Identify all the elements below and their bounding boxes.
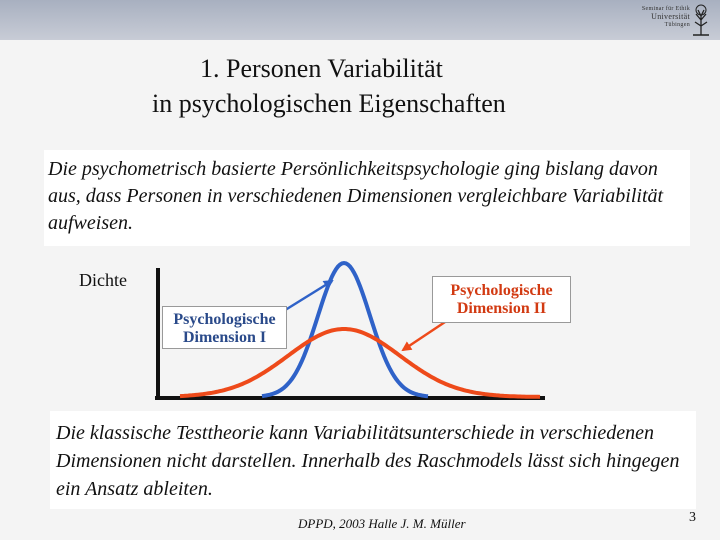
dimension1-label-line2: Dimension I bbox=[182, 329, 267, 346]
footer-credit: DPPD, 2003 Halle J. M. Müller bbox=[298, 516, 466, 531]
intro-text-box: Die psychometrisch basierte Persönlichkeitspsychologie ging bislang davon aus, dass Personen in verschiedenen Dimensionen vergleichbare Variabilität aufweisen. bbox=[44, 150, 690, 246]
dimension1-label-line1: Psychologische bbox=[173, 311, 276, 328]
dimension2-arrow bbox=[403, 320, 448, 350]
dimension1-label bbox=[162, 306, 287, 349]
dimension2-label bbox=[432, 276, 571, 323]
conclusion-text-box: Die klassische Testtheorie kann Variabilitätsunterschiede in verschiedenen Dimensionen nicht darstellen. Innerhalb des Raschmodels lässt sich hingegen ein Ansatz ableiten. bbox=[50, 411, 696, 509]
title-line2: in psychologischen Eigenschaften bbox=[152, 89, 506, 118]
dimension2-label-line2: Dimension II bbox=[456, 300, 547, 317]
logo-line1: Seminar für Ethik bbox=[641, 6, 690, 12]
logo-line2: Universität bbox=[651, 12, 690, 21]
dimension2-label-line1: Psychologische bbox=[450, 282, 553, 299]
logo-line3: Tübingen bbox=[664, 22, 690, 28]
density-axis-label: Dichte bbox=[79, 270, 127, 290]
page-number: 3 bbox=[689, 510, 696, 525]
title-line1: 1. Personen Variabilität bbox=[200, 54, 443, 83]
